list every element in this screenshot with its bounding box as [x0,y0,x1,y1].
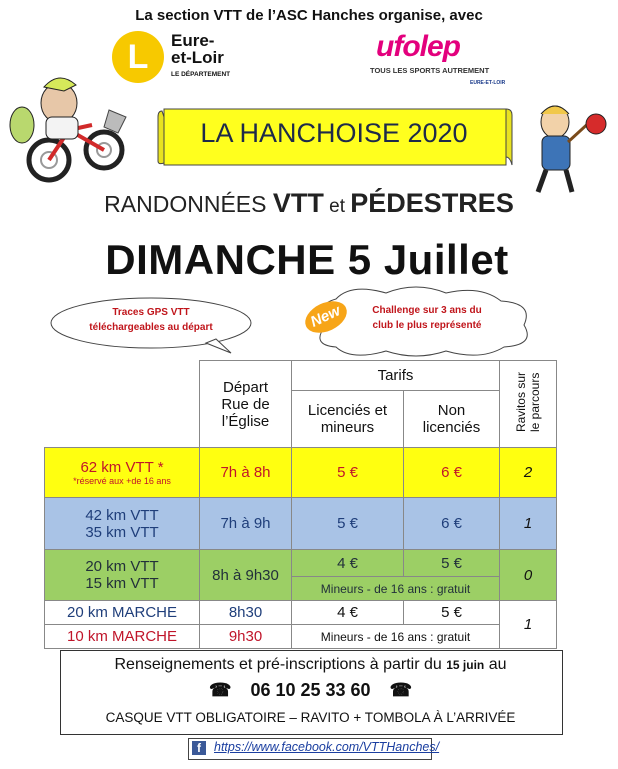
eure-logo-letter: L [127,37,149,76]
mineurs-note: Mineurs - de 16 ans : gratuit [292,625,500,649]
challenge-text [342,303,512,333]
eure-name-line2: et-Loir [171,48,224,67]
route-cell [45,498,200,550]
lic-price: 5 € [292,448,404,498]
event-subtitle [0,188,618,219]
ravitos-header [500,361,557,448]
table-row [45,448,557,498]
non-price: 6 € [404,498,500,550]
facebook-link[interactable]: https://www.facebook.com/VTTHanches/ [214,740,440,754]
table-row [45,550,557,577]
gps-line1: Traces GPS VTT [112,307,190,318]
time-cell: 7h à 9h [200,498,292,550]
ravitos-count: 0 [500,550,557,601]
depart-h2: Rue de [221,395,270,413]
intro-text: La section VTT de l’ASC Hanches organise, avec [135,7,483,24]
time-cell: 8h30 [200,601,292,625]
ufolep-sub: EURE-ET-LOIR [470,80,506,86]
depart-header [200,361,292,448]
lic-price: 5 € [292,498,404,550]
time-cell: 7h à 8h [200,448,292,498]
time-cell: 9h30 [200,625,292,649]
route-marche-20: 20 km MARCHE [45,601,200,625]
ufolep-logo [376,30,460,64]
table-row [45,498,557,550]
route-15: 15 km VTT [85,575,159,592]
route-cell [45,550,200,601]
non-price: 5 € [404,601,500,625]
phone-line [60,680,561,701]
ufolep-tagline: TOUS LES SPORTS AUTREMENT [370,66,490,75]
subtitle-pedestres: PÉDESTRES [350,188,514,218]
mineurs-note: Mineurs - de 16 ans : gratuit [292,577,500,601]
event-date: DIMANCHE 5 Juillet [105,236,509,283]
depart-h3: l’Église [221,412,270,430]
gps-line2: téléchargeables au départ [89,322,213,333]
schedule-table [44,360,557,649]
lic-price: 4 € [292,550,404,577]
subtitle-vtt: VTT [272,188,324,218]
ravitos-count: 2 [500,448,557,498]
ravitos-count: 1 [500,601,557,649]
depart-h1: Départ [222,378,269,396]
tarifs-header: Tarifs [292,361,500,391]
route-35: 35 km VTT [85,523,159,541]
gps-bubble-text [66,305,236,335]
eure-sub: LE DÉPARTEMENT [171,71,231,78]
hiker-cartoon-icon [520,92,610,202]
table-row [45,601,557,625]
non-price: 6 € [404,448,500,498]
eure-et-loir-name [171,32,224,66]
event-title: LA HANCHOISE 2020 [200,118,468,148]
registration-date: 15 juin [446,658,485,672]
lic-h1: Licenciés et [307,402,388,419]
non-h2: licenciés [422,419,481,436]
subtitle-prefix: RANDONNÉES [104,191,273,217]
registration-line [60,656,561,674]
route-marche-10: 10 km MARCHE [45,625,200,649]
challenge-line1: Challenge sur 3 ans du [372,305,482,316]
table-corner [45,361,200,448]
biker-cartoon-icon [4,55,139,190]
registration-suffix: au [488,656,507,673]
licencies-header [292,391,404,448]
non-h1: Non [437,402,466,419]
ravitos-count: 1 [500,498,557,550]
route-cell [45,448,200,498]
ravitos-h1: Ravitos sur [514,371,528,433]
lic-h2: mineurs [320,419,375,436]
eure-name-line1: Eure- [171,31,215,50]
subtitle-et: et [323,196,351,217]
non-licencies-header [404,391,500,448]
route-62: 62 km VTT * [80,459,164,476]
non-price: 5 € [404,550,500,577]
phone-icon: ☎ [209,680,232,700]
lic-price: 4 € [292,601,404,625]
phone-number[interactable]: 06 10 25 33 60 [250,680,371,700]
challenge-line2: club le plus représenté [372,320,482,331]
route-42: 42 km VTT [85,506,159,524]
route-note: *réservé aux +de 16 ans [73,476,171,486]
time-cell: 8h à 9h30 [200,550,292,601]
registration-prefix: Renseignements et pré-inscriptions à partir du [114,656,442,673]
facebook-icon: f [192,741,206,755]
ravitos-h2: le parcours [528,372,542,432]
helmet-notice: CASQUE VTT OBLIGATOIRE – RAVITO + TOMBOLA À L’ARRIVÉE [105,710,516,725]
ufolep-name: ufolep [376,30,460,63]
phone-icon: ☎ [389,680,412,700]
route-20: 20 km VTT [85,558,159,575]
new-badge: New [307,302,343,331]
